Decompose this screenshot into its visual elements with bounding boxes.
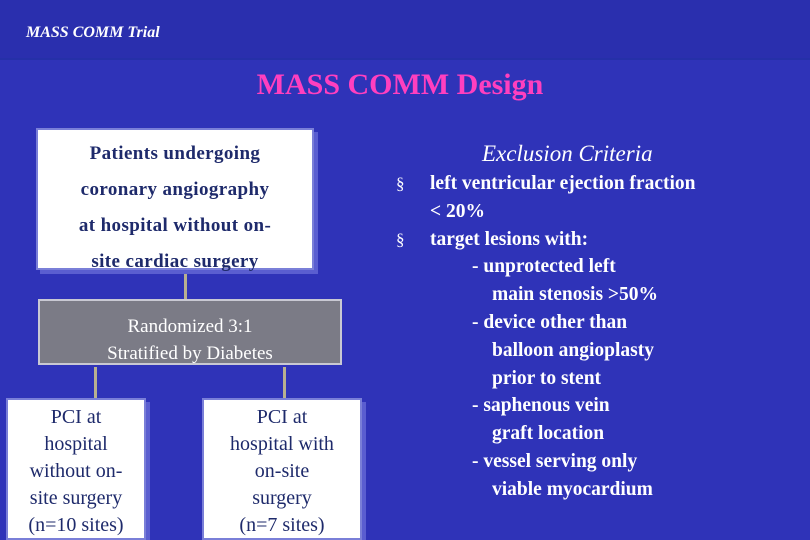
sub-item-line: - vessel serving only <box>472 450 638 472</box>
exclusion-title: Exclusion Criteria <box>482 141 653 166</box>
randomization-line-2: Stratified by Diabetes <box>107 343 273 364</box>
sub-item-line: - device other than <box>472 311 628 333</box>
patients-line-2: coronary angiography <box>80 179 270 200</box>
patients-line-4: site cardiac surgery <box>91 251 259 272</box>
right-box-line-4: surgery <box>252 487 312 509</box>
connector-randomize-to-left <box>94 367 97 398</box>
right-box-line-5: (n=7 sites) <box>239 514 325 536</box>
right-box-line-1: PCI at <box>256 406 308 428</box>
patients-line-3: at hospital without on- <box>78 215 272 236</box>
bullet-icon: § <box>396 174 405 193</box>
exclusion-item-target-lesions <box>396 226 806 254</box>
sub-item-line: main stenosis >50% <box>492 284 659 306</box>
exclusion-item-text: left ventricular ejection fraction <box>430 173 696 194</box>
pci-without-surgery-box <box>6 398 146 540</box>
left-box-line-3: without on- <box>29 460 123 482</box>
left-box-line-4: site surgery <box>29 487 123 509</box>
exclusion-item-text: target lesions with: <box>430 228 589 250</box>
right-box-line-3: on-site <box>254 460 310 482</box>
right-box-line-2: hospital with <box>230 433 334 455</box>
sub-item-line: graft location <box>492 423 605 445</box>
sub-item-line: viable myocardium <box>492 478 653 500</box>
left-box-line-5: (n=10 sites) <box>28 514 124 536</box>
patients-line-1: Patients undergoing <box>89 143 261 164</box>
sub-item-line: prior to stent <box>492 367 602 389</box>
pci-with-surgery-box <box>202 398 362 540</box>
randomization-line-1: Randomized 3:1 <box>127 316 253 337</box>
slide-title: MASS COMM Design <box>256 68 544 101</box>
randomization-box <box>38 299 342 365</box>
bullet-icon: § <box>396 229 405 249</box>
sub-item-line: balloon angioplasty <box>492 339 655 361</box>
connector-randomize-to-right <box>283 367 286 398</box>
sub-item-line: - unprotected left <box>472 256 616 278</box>
exclusion-list <box>396 170 806 504</box>
exclusion-item-ejection-fraction <box>396 170 806 198</box>
exclusion-item-continuation: < 20% <box>430 200 485 222</box>
patients-box <box>36 128 314 270</box>
trial-label: MASS COMM Trial <box>26 24 160 41</box>
sub-item-line: - saphenous vein <box>472 395 610 417</box>
left-box-line-1: PCI at <box>50 406 102 428</box>
left-box-line-2: hospital <box>44 433 108 455</box>
